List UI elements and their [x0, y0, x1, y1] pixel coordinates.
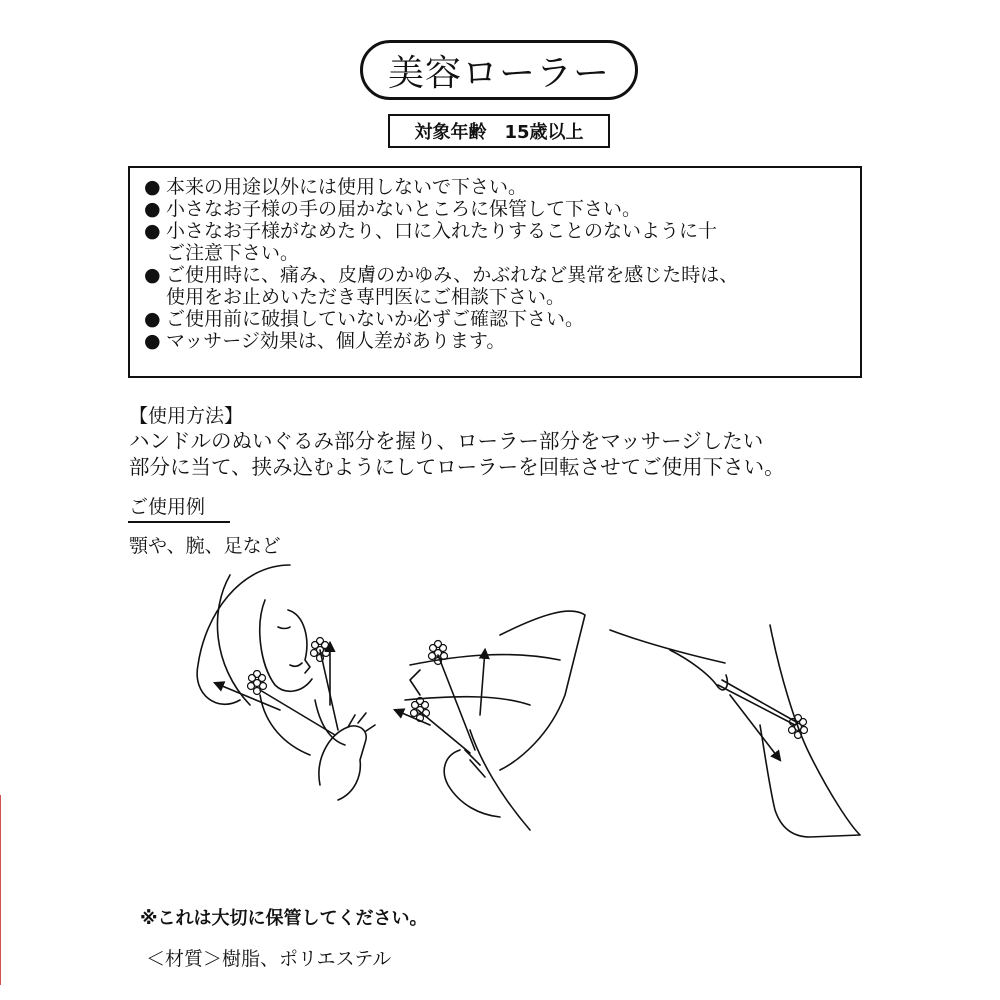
warning-text: ご使用時に、痛み、皮膚のかゆみ、かぶれなど異常を感じた時は、: [166, 264, 739, 286]
warning-item: [144, 308, 846, 330]
closed-eye: [278, 627, 290, 629]
usage-description: [129, 428, 785, 480]
warning-text: ご使用前に破損していないか必ずご確認下さい。: [166, 308, 585, 330]
usage-heading: 【使用方法】: [129, 405, 244, 427]
warning-item: [144, 176, 846, 198]
leg-illustration: [610, 625, 860, 837]
hand-outline: [444, 750, 500, 817]
warning-text-cont: 使用をお止めいただき専門医にご相談下さい。: [166, 286, 566, 308]
mouth: [290, 663, 302, 666]
target-age-box: [388, 114, 610, 148]
face-illustration: [197, 565, 375, 800]
warning-text: 本来の用途以外には使用しないで下さい。: [166, 176, 528, 198]
warning-text: 小さなお子様がなめたり、口に入れたりすることのないように十: [166, 220, 718, 242]
shoulder-outline: [500, 611, 585, 770]
usage-illustrations: [170, 555, 870, 855]
product-title-text: 美容ローラー: [387, 52, 610, 94]
warning-text: マッサージ効果は、個人差があります。: [166, 330, 506, 352]
page-edge-mark: [0, 795, 1, 985]
warnings-box: [128, 166, 862, 378]
arm-lower: [470, 730, 530, 830]
warning-item: [144, 220, 846, 264]
hand-top: [610, 630, 725, 663]
keep-note: ※これは大切に保管してください。: [140, 908, 428, 929]
leg-outline: [760, 625, 860, 837]
product-title: [360, 40, 638, 100]
warning-item: [144, 198, 846, 220]
example-text: 顎や、腕、足など: [129, 535, 281, 557]
usage-line: ハンドルのぬいぐるみ部分を握り、ローラー部分をマッサージしたい: [129, 429, 764, 453]
warning-item: [144, 330, 846, 352]
hand-outline: [319, 726, 366, 800]
usage-line: 部分に当て、挟み込むようにしてローラーを回転させてご使用下さい。: [129, 455, 785, 479]
warning-text-cont: ご注意下さい。: [166, 242, 300, 264]
example-underline: [128, 521, 230, 523]
example-heading: ご使用例: [129, 496, 206, 518]
target-age-text: 対象年齢 15歳以上: [414, 122, 584, 143]
hair-outline: [197, 565, 290, 704]
arm-illustration: [395, 611, 585, 830]
warning-text: 小さなお子様の手の届かないところに保管して下さい。: [166, 198, 642, 220]
warning-item: [144, 264, 846, 308]
material-text: ＜材質＞樹脂、ポリエステル: [146, 948, 392, 970]
